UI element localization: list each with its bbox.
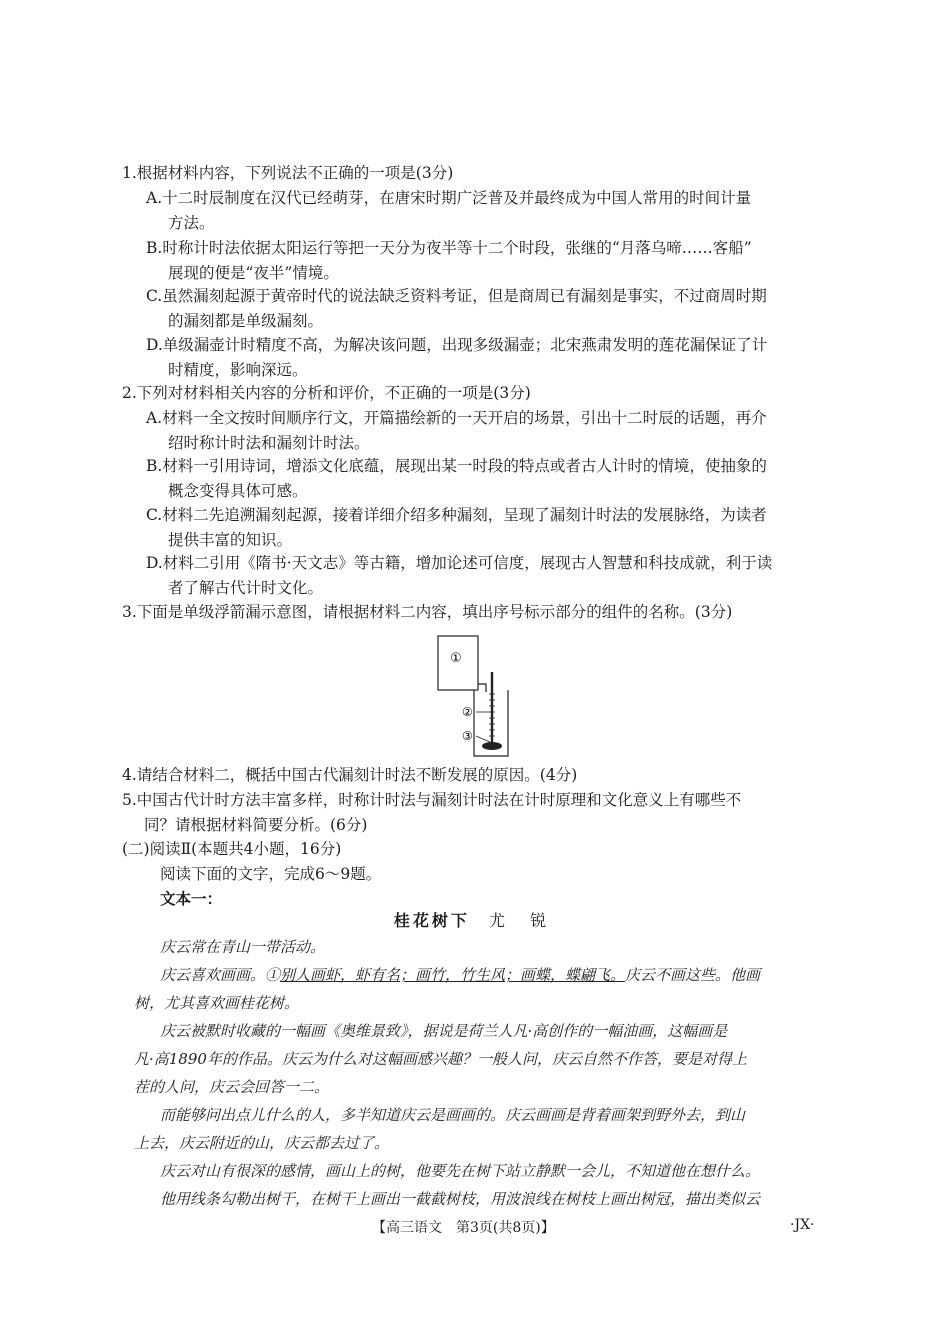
q1-option-b-line1: B.时称计时法依据太阳运行等把一天分为夜半等十二个时段，张继的“月落乌啼……客船” [146,239,752,257]
q1-option-a [146,186,751,236]
q1-option-d-line2: 时精度，影响深远。 [168,361,308,379]
q2-option-a [146,406,767,456]
story-paragraph-2-line2: 树，尤其喜欢画桂花树。 [134,994,300,1012]
story-paragraph-3-line2: 凡·高1890年的作品。庆云为什么对这幅画感兴趣？一般人问，庆云自然不作答，要是对得上 [134,1050,747,1068]
story-paragraph-2-line1 [160,961,830,989]
label-2: ② [462,705,473,719]
q2-option-c [146,503,767,553]
q1-stem: 1.根据材料内容，下列说法不正确的一项是(3分) [122,164,454,182]
q1-option-d [146,333,767,383]
q2-option-b [146,454,767,504]
q2-option-d-line1: D.材料二引用《隋书·天文志》等古籍，增加论述可信度，展现古人智慧和科技成就，利于读 [146,554,773,572]
q4-stem: 4.请结合材料二，概括中国古代漏刻计时法不断发展的原因。(4分) [122,766,578,784]
q1-option-b-line2: 展现的便是“夜半”情境。 [168,264,339,282]
q2-option-d-line2: 者了解古代计时文化。 [168,579,324,597]
section2-heading: (二)阅读Ⅱ(本题共4小题，16分) [122,840,342,858]
footer-code: ·JX· [790,1217,815,1233]
q2-option-b-line1: B.材料一引用诗词，增添文化底蕴，展现出某一时段的特点或者古人计时的情境，使抽象的 [146,457,767,475]
q3-stem: 3.下面是单级浮箭漏示意图，请根据材料二内容，填出序号标示部分的组件的名称。(3分) [122,603,733,621]
q2-option-b-line2: 概念变得具体可感。 [168,482,308,500]
text-one-label: 文本一： [160,889,223,908]
label-1: ① [450,651,462,666]
story-p2-post: 庆云不画这些。他画 [625,966,761,984]
q2-option-a-line1: A.材料一全文按时间顺序行文，开篇描绘新的一天开启的场景，引出十二时辰的话题，再介 [146,409,767,427]
story-paragraph-4-line1: 而能够问出点儿什么的人，多半知道庆云是画画的。庆云画画是背着画架到野外去，到山 [160,1106,746,1124]
story-paragraph-6: 他用线条勾勒出树干，在树干上画出一截截树枝，用波浪线在树枝上画出树冠，描出类似云 [160,1190,761,1208]
footer-page-info: 【高三语文 第3页(共8页)】 [372,1220,555,1236]
float-arrow-clepsydra-diagram [420,632,540,762]
q1-option-a-line2: 方法。 [168,214,215,232]
q5 [122,788,741,838]
q5-stem-line2: 同？请根据材料简要分析。(6分) [144,816,368,834]
section2-instruction: 阅读下面的文字，完成6～9题。 [160,865,382,883]
q2-option-c-line1: C.材料二先追溯漏刻起源，接着详细介绍多种漏刻，呈现了漏刻计时法的发展脉络，为读者 [146,506,767,524]
float-shape [482,742,502,750]
story-p2-underlined: 别人画虾，虾有名；画竹，竹生风；画蝶，蝶翩飞。 [280,966,626,984]
q2-option-c-line2: 提供丰富的知识。 [168,531,293,549]
q1-option-d-line1: D.单级漏壶计时精度不高，为解决该问题，出现多级漏壶；北宋燕肃发明的莲花漏保证了计 [146,336,768,354]
q1-option-c-line2: 的漏刻都是单级漏刻。 [168,312,324,330]
q1-option-b [146,236,752,286]
story-body [134,933,830,1213]
story-paragraph-3-line3: 茬的人问，庆云会回答一二。 [134,1078,330,1096]
story-p2-pre: 庆云喜欢画画。① [160,966,281,984]
story-paragraph-1: 庆云常在青山一带活动。 [160,938,326,956]
spout-shape [478,684,486,692]
story-title: 桂花树下 [393,911,470,930]
story-paragraph-4-line2: 上去，庆云附近的山，庆云都去过了。 [134,1134,390,1152]
q1-option-a-line1: A.十二时辰制度在汉代已经萌芽，在唐宋时期广泛普及并最终成为中国人常用的时间计量 [146,189,752,207]
story-title-row [0,908,950,931]
story-paragraph-5: 庆云对山有很深的感情，画山上的树，他要先在树下站立静默一会儿，不知道他在想什么。 [160,1162,761,1180]
label-3: ③ [462,729,473,743]
q1-option-c-line1: C.虽然漏刻起源于黄帝时代的说法缺乏资料考证，但是商周已有漏刻是事实，不过商周时期 [146,287,767,305]
q2-option-d [146,551,772,601]
q2-stem: 2.下列对材料相关内容的分析和评价，不正确的一项是(3分) [122,384,531,402]
q1-option-c [146,284,767,334]
q2-option-a-line2: 绍时称计时法和漏刻计时法。 [168,434,370,452]
q5-stem-line1: 5.中国古代计时方法丰富多样，时称计时法与漏刻计时法在计时原理和文化意义上有哪些不 [122,791,742,809]
leader-line-3 [476,736,490,742]
story-author: 尤 锐 [489,911,557,930]
story-paragraph-3-line1: 庆云被默时收藏的一幅画《奥维景致》，据说是荷兰人凡·高创作的一幅油画，这幅画是 [160,1022,728,1040]
